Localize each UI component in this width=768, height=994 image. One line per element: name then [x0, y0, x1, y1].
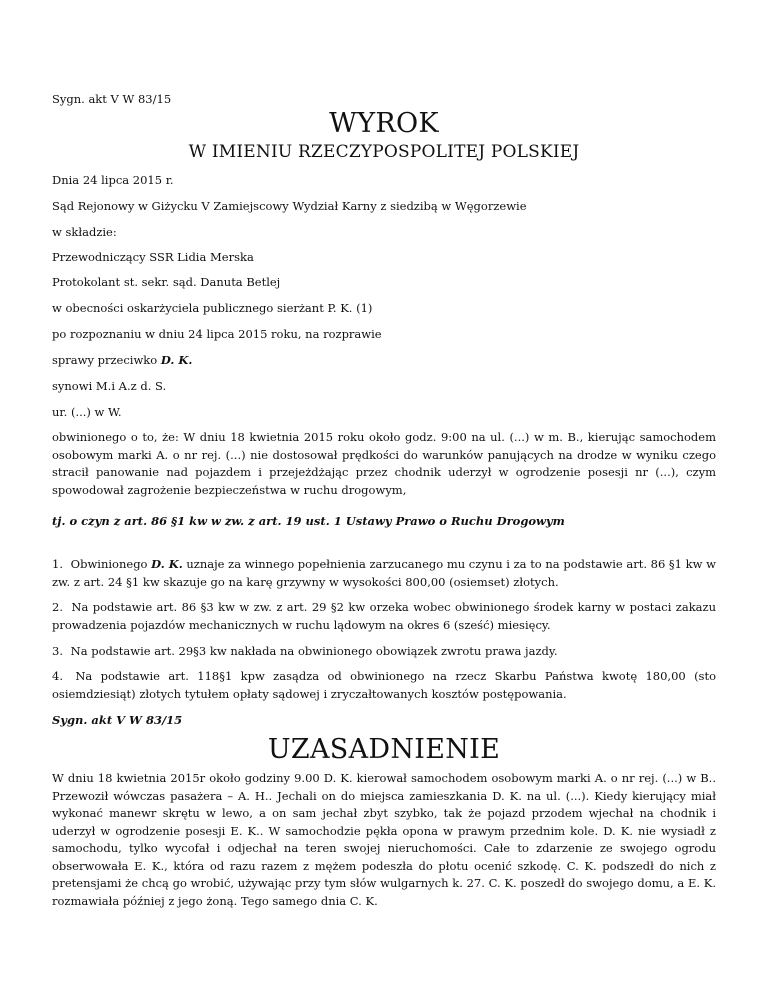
case-number-bottom: Sygn. akt V W 83/15 — [52, 713, 183, 727]
public-prosecutor: w obecności oskarżyciela publicznego sierżant P. K. (1) — [52, 301, 373, 315]
ruling-text: uznaje za winnego popełnienia zarzucanego mu czynu i za to na podstawie art. 86 §1 kw w zw. z art. 24 §1 kw skazuje go na karę grzywny w wysokości 800,00 (osiemset) złotych. — [52, 557, 716, 589]
presiding-judge: Przewodniczący SSR Lidia Merska — [52, 250, 254, 264]
defendant-parents: synowi M.i A.z d. S. — [52, 379, 167, 393]
case-number-top: Sygn. akt V W 83/15 — [52, 92, 172, 106]
judgment-date: Dnia 24 lipca 2015 r. — [52, 173, 174, 187]
court-clerk: Protokolant st. sekr. sąd. Danuta Betlej — [52, 275, 281, 289]
document-subtitle: W IMIENIU RZECZYPOSPOLITEJ POLSKIEJ — [188, 142, 580, 162]
court-name: Sąd Rejonowy w Giżycku V Zamiejscowy Wydział Karny z siedzibą w Węgorzewie — [52, 199, 527, 213]
charge-paragraph: obwinionego o to, że: W dniu 18 kwietnia 2015 roku około godz. 9:00 na ul. (...) w m. B., kierując samochodem osobowym marki A. o nr rej. (...) nie dostosował prędkości do warunków panujących na drodze w wyniku czego stracił panowanie nad pojazdem i przejeżdżając przez chodnik uderzył w ogrodzenie posesji nr (...), czym spowodował zagrożenie bezpieczeństwa w ruchu drogowym, — [52, 430, 716, 497]
hearing-info: po rozpoznaniu w dniu 24 lipca 2015 roku, na rozprawie — [52, 327, 382, 341]
defendant-name: D. K. — [160, 353, 193, 367]
ruling-number: 4. — [52, 669, 63, 683]
ruling-text: Na podstawie art. 86 §3 kw w zw. z art. 29 §2 kw orzeka wobec obwinionego środek karny w postaci zakazu prowadzenia pojazdów mechanicznych w ruchu lądowym na okres 6 (sześć) miesięcy. — [52, 600, 717, 632]
justification-paragraph: W dniu 18 kwietnia 2015r około godziny 9.00 D. K. kierował samochodem osobowym marki A. o nr rej. (...) w B.. Przewoził wówczas pasażera – A. H.. Jechali on do miejsca zamieszkania D. K. na ul. (...). Kiedy kierujący miał wykonać manewr skrętu w lewo, a on sam jechał zbyt szybko, tak że pojazd przodem wjechał na chodnik i uderzył w ogrodzenie posesji E. K.. W samochodzie pękła opona w prawym przednim kole. D. K. nie wysiadł z samochodu, tylko wycofał i odjechał na teren swojej nieruchomości. Całe to zdarzenie ze swojego ogrodu obserwowała E. K., która od razu razem z mężem podeszła do płotu ocenić szkodę. C. K. podszedł do nich z pretensjami że chcą go wrobić, używając przy tym słów wulgarnych k. 27. C. K. poszedł do swojego domu, a E. K. rozmawiała później z jego żoną. Tego samego dnia C. K. — [52, 771, 716, 908]
defendant-birth: ur. (...) w W. — [52, 405, 122, 419]
case-against-prefix: sprawy przeciwko — [52, 353, 161, 367]
ruling-number: 3. — [52, 644, 63, 658]
ruling-text: Na podstawie art. 29§3 kw nakłada na obwinionego obowiązek zwrotu prawa jazdy. — [70, 644, 558, 658]
defendant-name: D. K. — [151, 557, 183, 571]
document-title: WYROK — [329, 108, 439, 139]
justification-title: UZASADNIENIE — [267, 734, 501, 765]
ruling-3 — [52, 643, 716, 661]
ruling-number: 1. — [52, 557, 63, 571]
ruling-text: Obwinionego — [70, 557, 152, 571]
ruling-number: 2. — [52, 600, 63, 614]
legal-basis: tj. o czyn z art. 86 §1 kw w zw. z art. 19 ust. 1 Ustawy Prawo o Ruchu Drogowym — [52, 514, 565, 528]
case-against — [52, 352, 192, 370]
ruling-2 — [52, 599, 716, 634]
composition-label: w składzie: — [52, 225, 117, 239]
ruling-1 — [52, 556, 716, 591]
ruling-4 — [52, 668, 716, 703]
ruling-text: Na podstawie art. 118§1 kpw zasądza od obwinionego na rzecz Skarbu Państwa kwotę 180,00 (sto osiemdziesiąt) złotych tytułem opłaty sądowej i zryczałtowanych kosztów postępowania. — [52, 669, 717, 701]
